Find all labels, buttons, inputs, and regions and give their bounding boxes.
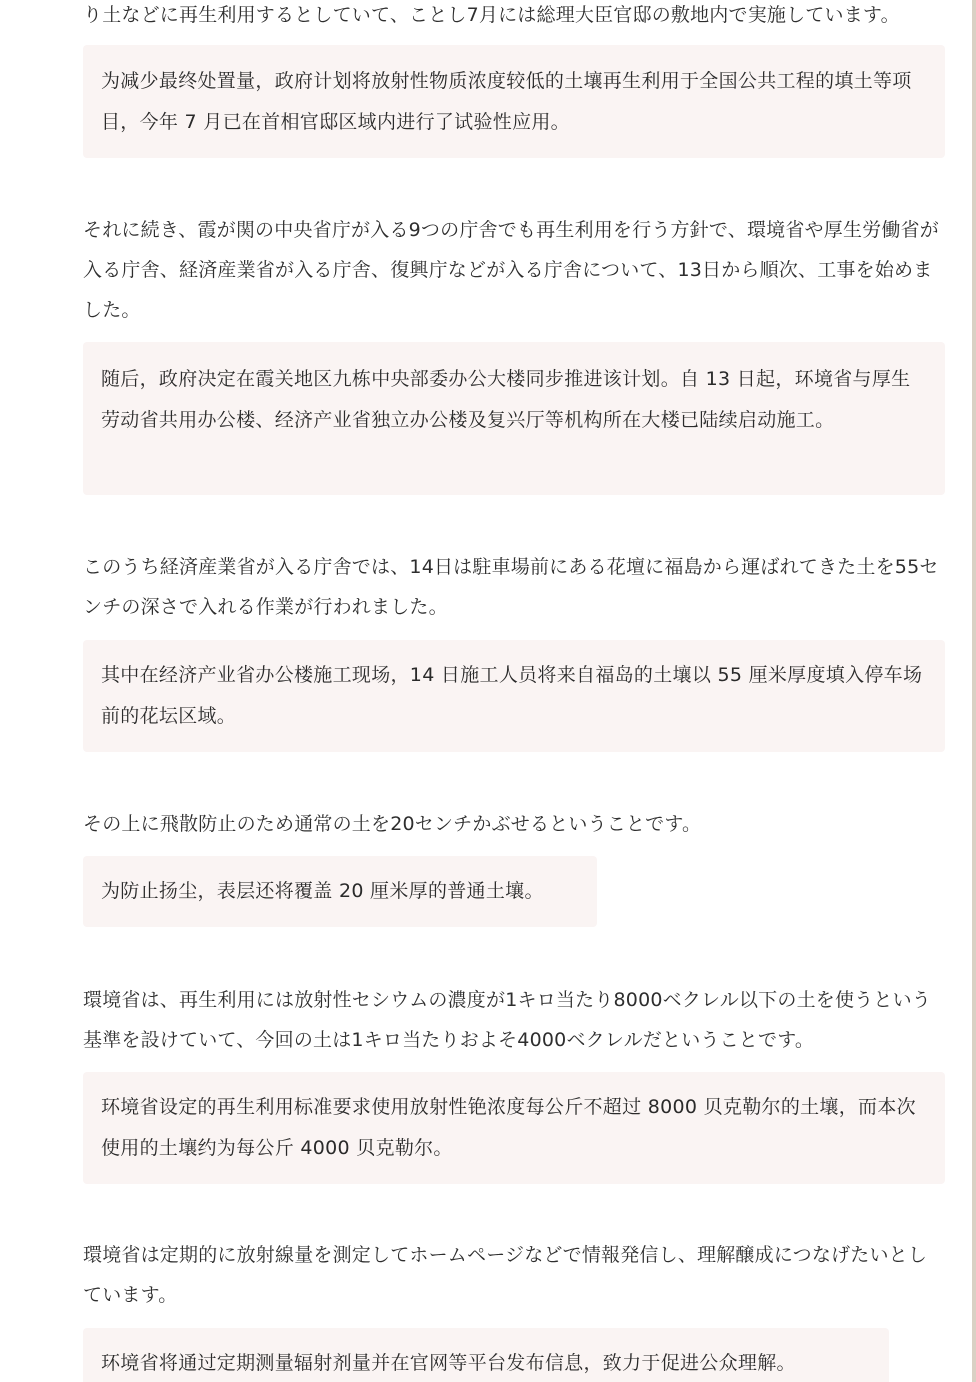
right-page-border xyxy=(972,0,976,1382)
japanese-paragraph: それに続き、霞が関の中央省庁が入る9つの庁舎でも再生利用を行う方針で、環境省や厚生労働省が入る庁舎、経済産業省が入る庁舎、復興庁などが入る庁舎について、13日から順次、工事を始めました。 xyxy=(83,219,939,321)
japanese-paragraph: その上に飛散防止のため通常の土を20センチかぶせるということです。 xyxy=(83,813,702,835)
japanese-paragraph: 環境省は定期的に放射線量を測定してホームページなどで情報発信し、理解醸成につなげたいとしています。 xyxy=(83,1244,928,1306)
chinese-translation-block: 随后，政府决定在霞关地区九栋中央部委办公大楼同步推进该计划。自 13 日起，环境省与厚生劳动省共用办公楼、经济产业省独立办公楼及复兴厅等机构所在大楼已陆续启动施工。 xyxy=(83,342,945,495)
japanese-paragraph: このうち経済産業省が入る庁舎では、14日は駐車場前にある花壇に福島から運ばれてきた土を55センチの深さで入れる作業が行われました。 xyxy=(83,556,939,618)
chinese-translation-block: 为防止扬尘，表层还将覆盖 20 厘米厚的普通土壤。 xyxy=(83,856,597,927)
chinese-translation-block: 其中在经济产业省办公楼施工现场，14 日施工人员将来自福岛的土壤以 55 厘米厚度填入停车场前的花坛区域。 xyxy=(83,640,945,752)
chinese-translation-block: 环境省设定的再生利用标准要求使用放射性铯浓度每公斤不超过 8000 贝克勒尔的土壤，而本次使用的土壤约为每公斤 4000 贝克勒尔。 xyxy=(83,1072,945,1184)
japanese-paragraph: り土などに再生利用するとしていて、ことし7月には総理大臣官邸の敷地内で実施しています。 xyxy=(83,4,900,26)
chinese-translation-block: 环境省将通过定期测量辐射剂量并在官网等平台发布信息，致力于促进公众理解。 xyxy=(83,1328,889,1382)
japanese-paragraph: 環境省は、再生利用には放射性セシウムの濃度が1キロ当たり8000ベクレル以下の土を使うという基準を設けていて、今回の土は1キロ当たりおよそ4000ベクレルだということです。 xyxy=(83,989,931,1051)
chinese-translation-block: 为减少最终处置量，政府计划将放射性物质浓度较低的土壤再生利用于全国公共工程的填土等项目，今年 7 月已在首相官邸区域内进行了试验性应用。 xyxy=(83,45,945,158)
